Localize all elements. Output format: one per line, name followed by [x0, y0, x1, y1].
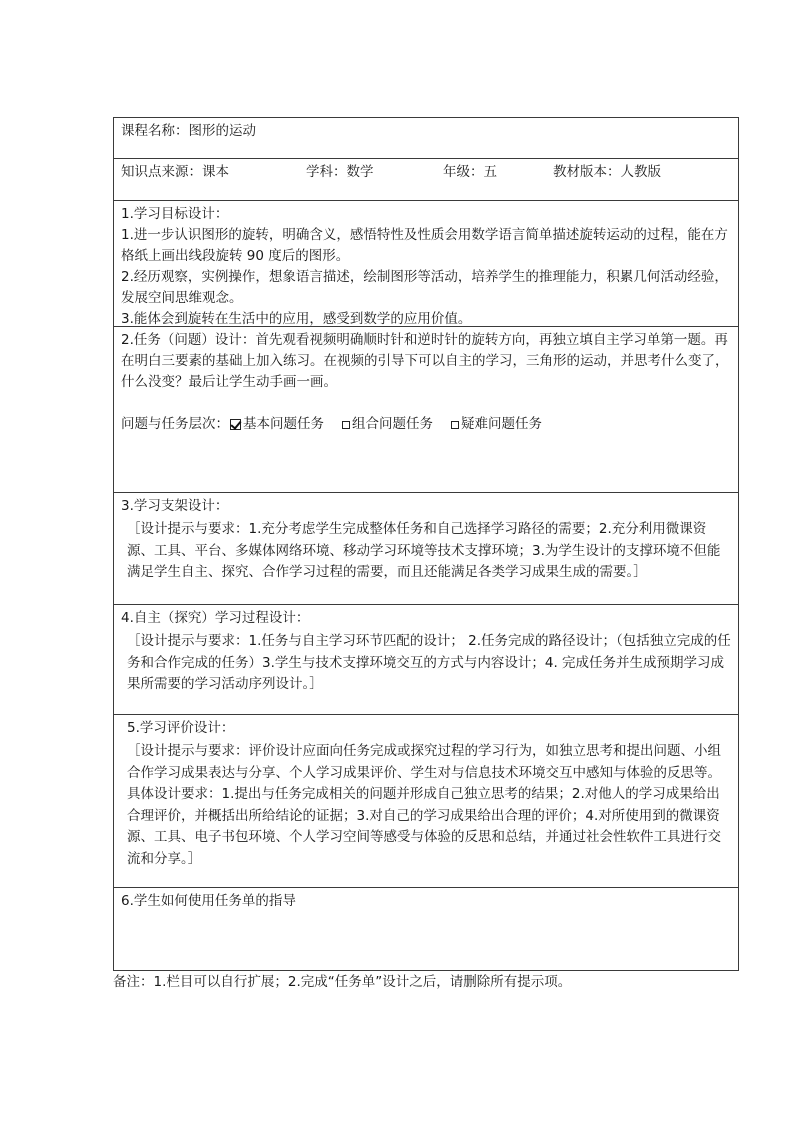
process-design-row: [113, 605, 739, 715]
course-name-row: [113, 117, 739, 159]
task-levels-label: 问题与任务层次：: [121, 416, 229, 432]
grade: 年级：五: [443, 164, 497, 180]
guide-heading: 6.学生如何使用任务单的指导: [121, 893, 296, 909]
goal-item: 2.经历观察，实例操作，想象语言描述，绘制图形等活动，培养学生的推理能力，积累几何活动经验，发展空间思维观念。: [121, 269, 728, 306]
evaluation-heading: 5.学习评价设计：: [127, 720, 235, 736]
subject: 学科：数学: [306, 164, 374, 180]
level-basic-label: 基本问题任务: [243, 416, 324, 432]
goals-heading: 1.学习目标设计：: [121, 206, 229, 222]
evaluation-hint: ［设计提示与要求：评价设计应面向任务完成或探究过程的学习行为，如独立思考和提出问题、小组合作学习成果表达与分享、个人学习成果评价、学生对与信息技术环境交互中感知与体验的反思等。具体设计要求：1.提出与任务完成相关的问题并形成自己独立思考的结果；2.对他人的学习成果给出合理评价，并概括出所给结论的证据；3.对自己的学习成果给出合理的评价；4.对所使用到的微课资源、工具、电子书包环境、个人学习空间等感受与体验的反思和总结，并通过社会性软件工具进行交流和分享。］: [127, 743, 721, 867]
knowledge-source: 知识点来源：课本: [121, 164, 229, 180]
textbook-edition: 教材版本：人教版: [553, 164, 661, 180]
level-combined-label: 组合问题任务: [352, 416, 433, 432]
task-sheet-table: [113, 117, 739, 971]
info-row: [113, 159, 739, 201]
checked-box-icon[interactable]: [230, 419, 241, 430]
task-design-row: [113, 327, 739, 493]
level-difficult-option[interactable]: [451, 414, 542, 435]
goal-item: 1.进一步认识图形的旋转，明确含义，感悟特性及性质会用数学语言简单描述旋转运动的过程，能在方格纸上画出线段旋转 90 度后的图形。: [121, 227, 728, 264]
process-heading: 4.自主（探究）学习过程设计：: [121, 610, 310, 626]
empty-box-icon[interactable]: [451, 421, 459, 429]
course-name: 课程名称：图形的运动: [121, 123, 256, 139]
task-levels: [121, 414, 731, 435]
usage-guide-row: [113, 888, 739, 971]
empty-box-icon[interactable]: [342, 421, 350, 429]
level-combined-option[interactable]: [342, 414, 433, 435]
task-design-text: 2.任务（问题）设计：首先观看视频明确顺时针和逆时针的旋转方向，再独立填自主学习单第一题。再在明白三要素的基础上加入练习。在视频的引导下可以自主的学习，三角形的运动，并思考什么变了，什么没变？最后让学生动手画一画。: [121, 332, 729, 390]
level-difficult-label: 疑难问题任务: [461, 416, 542, 432]
learning-goals-row: [113, 201, 739, 327]
evaluation-design-row: [113, 715, 739, 888]
process-hint: ［设计提示与要求：1.任务与自主学习环节匹配的设计； 2.任务完成的路径设计；（包括独立完成的任务和合作完成的任务）3.学生与技术支撑环境交互的方式与内容设计；4. 完成任务并生成预期学习成果所需要的学习活动序列设计。］: [127, 633, 731, 692]
support-hint: ［设计提示与要求：1.充分考虑学生完成整体任务和自己选择学习路径的需要；2.充分利用微课资源、工具、平台、多媒体网络环境、移动学习环境等技术支撑环境；3.为学生设计的支撑环境不但能满足学生自主、探究、合作学习过程的需要，而且还能满足各类学习成果生成的需要。］: [127, 521, 721, 580]
support-heading: 3.学习支架设计：: [121, 498, 229, 514]
footnote: 备注：1.栏目可以自行扩展；2.完成“任务单”设计之后，请删除所有提示项。: [113, 974, 572, 990]
goal-item: 3.能体会到旋转在生活中的应用，感受到数学的应用价值。: [121, 311, 472, 327]
support-design-row: [113, 493, 739, 605]
level-basic-option[interactable]: [229, 414, 324, 435]
